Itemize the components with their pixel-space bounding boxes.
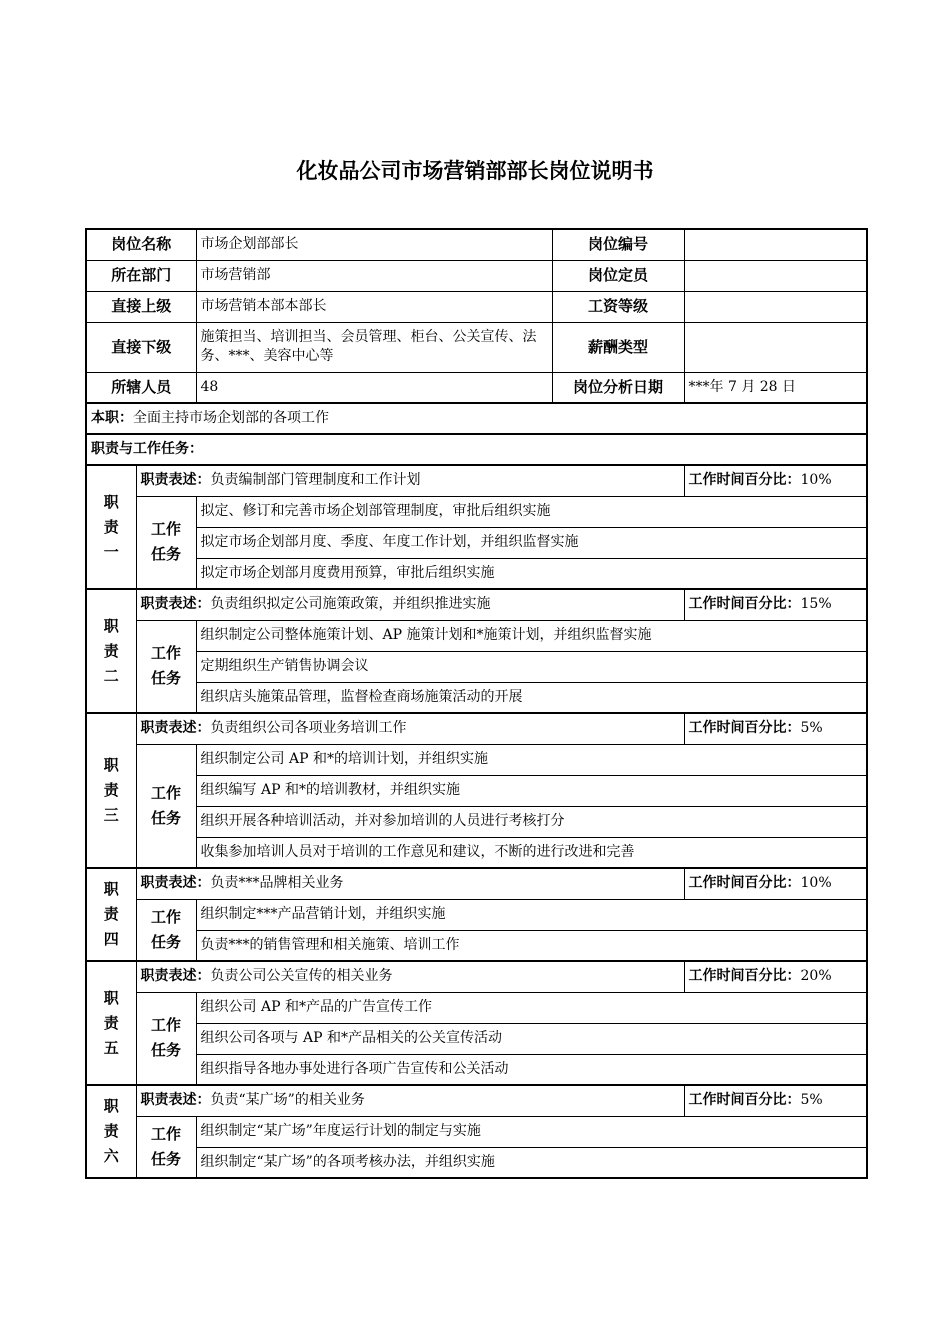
info-row [86,260,867,291]
duty-desc-row [86,1085,867,1116]
duty-name-text: 职责三 [103,756,119,824]
duty-desc [136,713,684,744]
pct-value: 15% [800,596,832,613]
desc-label: 职责表述： [140,720,211,737]
duty-pct [684,589,867,620]
duty-desc [136,465,684,496]
desc-label: 职责表述： [140,968,211,985]
task-item: 组织指导各地办事处进行各项广告宣传和公关活动 [196,1054,867,1085]
info-value-2 [684,260,867,291]
task-row [86,682,867,713]
task-label [136,620,196,713]
info-value: 施策担当、培训担当、会员管理、柜台、公关宣传、法务、***、美容中心等 [196,322,552,372]
benzhi-label: 本职： [91,410,133,426]
task-row [86,837,867,868]
benzhi-cell [86,403,867,434]
info-row [86,229,867,260]
task-row [86,651,867,682]
desc-label: 职责表述： [140,472,211,489]
pct-value: 10% [800,875,832,892]
info-label-2: 工资等级 [552,291,684,322]
info-value-2 [684,229,867,260]
duty-desc [136,1085,684,1116]
duty-desc-row [86,961,867,992]
desc-label: 职责表述： [140,875,211,892]
task-item: 组织编写 AP 和*的培训教材，并组织实施 [196,775,867,806]
info-label: 所在部门 [86,260,196,291]
duty-desc [136,589,684,620]
info-label-2: 岗位定员 [552,260,684,291]
info-value-2: ***年 7 月 28 日 [684,372,867,403]
task-row [86,527,867,558]
info-row [86,322,867,372]
task-row [86,1147,867,1178]
task-item: 组织制定“某广场”的各项考核办法，并组织实施 [196,1147,867,1178]
desc-label: 职责表述： [140,596,211,613]
desc-text: 负责组织公司各项业务培训工作 [210,720,407,737]
desc-text: 负责***品牌相关业务 [210,875,344,892]
duty-name [86,465,136,589]
desc-text: 负责组织拟定公司施策政策，并组织推进实施 [210,596,491,613]
pct-value: 5% [800,1092,823,1109]
duties-header: 职责与工作任务： [86,434,867,465]
pct-label: 工作时间百分比： [688,720,801,737]
duty-pct [684,465,867,496]
pct-value: 10% [800,472,832,489]
task-item: 收集参加培训人员对于培训的工作意见和建议，不断的进行改进和完善 [196,837,867,868]
task-item: 组织制定公司 AP 和*的培训计划，并组织实施 [196,744,867,775]
task-item: 定期组织生产销售协调会议 [196,651,867,682]
duty-name [86,1085,136,1178]
info-row [86,372,867,403]
desc-text: 负责公司公关宣传的相关业务 [210,968,393,985]
duty-name-text: 职责六 [103,1097,119,1165]
page-title [0,155,950,185]
task-label-text: 工作任务 [151,644,182,688]
task-row [86,558,867,589]
task-label [136,1116,196,1178]
benzhi-row [86,403,867,434]
title-bold: 化妆品公司 [296,159,402,183]
task-label-text: 工作任务 [151,783,182,827]
task-item: 拟定市场企划部月度费用预算，审批后组织实施 [196,558,867,589]
task-item: 组织制定***产品营销计划，并组织实施 [196,899,867,930]
task-label [136,992,196,1085]
pct-label: 工作时间百分比： [688,1092,801,1109]
task-row [86,930,867,961]
task-label-text: 工作任务 [151,907,182,951]
info-value: 市场营销本部本部长 [196,291,552,322]
task-label [136,496,196,589]
info-value-2 [684,291,867,322]
info-label: 直接上级 [86,291,196,322]
info-row [86,291,867,322]
task-row [86,992,867,1023]
task-row [86,806,867,837]
job-description-table [85,228,868,1179]
duty-pct [684,713,867,744]
duty-desc-row [86,589,867,620]
duty-desc [136,868,684,899]
task-row [86,620,867,651]
task-row [86,1116,867,1147]
info-value-2 [684,322,867,372]
info-value: 48 [196,372,552,403]
task-row [86,496,867,527]
desc-text: 负责编制部门管理制度和工作计划 [210,472,421,489]
benzhi-text: 全面主持市场企划部的各项工作 [133,410,329,426]
task-item: 组织公司各项与 AP 和*产品相关的公关宣传活动 [196,1023,867,1054]
task-row [86,899,867,930]
task-item: 拟定、修订和完善市场企划部管理制度，审批后组织实施 [196,496,867,527]
task-row [86,1054,867,1085]
duty-pct [684,1085,867,1116]
duty-name [86,961,136,1085]
info-label: 直接下级 [86,322,196,372]
duty-name-text: 职责二 [103,616,119,685]
pct-label: 工作时间百分比： [688,968,801,985]
info-label-2: 岗位分析日期 [552,372,684,403]
duty-desc-row [86,465,867,496]
task-row [86,1023,867,1054]
task-item: 负责***的销售管理和相关施策、培训工作 [196,930,867,961]
task-item: 组织制定公司整体施策计划、AP 施策计划和*施策计划，并组织监督实施 [196,620,867,651]
duty-name-text: 职责五 [103,988,119,1057]
task-label-text: 工作任务 [151,520,182,564]
duty-pct [684,961,867,992]
info-label-2: 薪酬类型 [552,322,684,372]
duty-name-text: 职责四 [103,880,119,948]
info-label: 岗位名称 [86,229,196,260]
duty-pct [684,868,867,899]
task-item: 组织公司 AP 和*产品的广告宣传工作 [196,992,867,1023]
task-item: 组织开展各种培训活动，并对参加培训的人员进行考核打分 [196,806,867,837]
desc-text: 负责“某广场”的相关业务 [210,1092,365,1109]
info-label: 所辖人员 [86,372,196,403]
pct-label: 工作时间百分比： [688,875,801,892]
task-label [136,899,196,961]
duty-desc [136,961,684,992]
pct-label: 工作时间百分比： [688,596,801,613]
task-item: 组织店头施策品管理，监督检查商场施策活动的开展 [196,682,867,713]
task-row [86,775,867,806]
pct-value: 5% [800,720,823,737]
duty-name-text: 职责一 [103,492,119,561]
duty-name [86,713,136,868]
desc-label: 职责表述： [140,1092,211,1109]
task-label-text: 工作任务 [151,1124,182,1168]
task-item: 拟定市场企划部月度、季度、年度工作计划，并组织监督实施 [196,527,867,558]
task-row [86,744,867,775]
duty-name [86,868,136,961]
task-label-text: 工作任务 [151,1016,182,1060]
info-value: 市场营销部 [196,260,552,291]
task-label [136,744,196,868]
task-item: 组织制定“某广场”年度运行计划的制定与实施 [196,1116,867,1147]
duties-header-row [86,434,867,465]
duty-desc-row [86,713,867,744]
duty-name [86,589,136,713]
duty-desc-row [86,868,867,899]
info-label-2: 岗位编号 [552,229,684,260]
title-rest: 市场营销部部长岗位说明书 [401,158,654,183]
pct-value: 20% [800,968,832,985]
pct-label: 工作时间百分比： [688,472,801,489]
info-value: 市场企划部部长 [196,229,552,260]
